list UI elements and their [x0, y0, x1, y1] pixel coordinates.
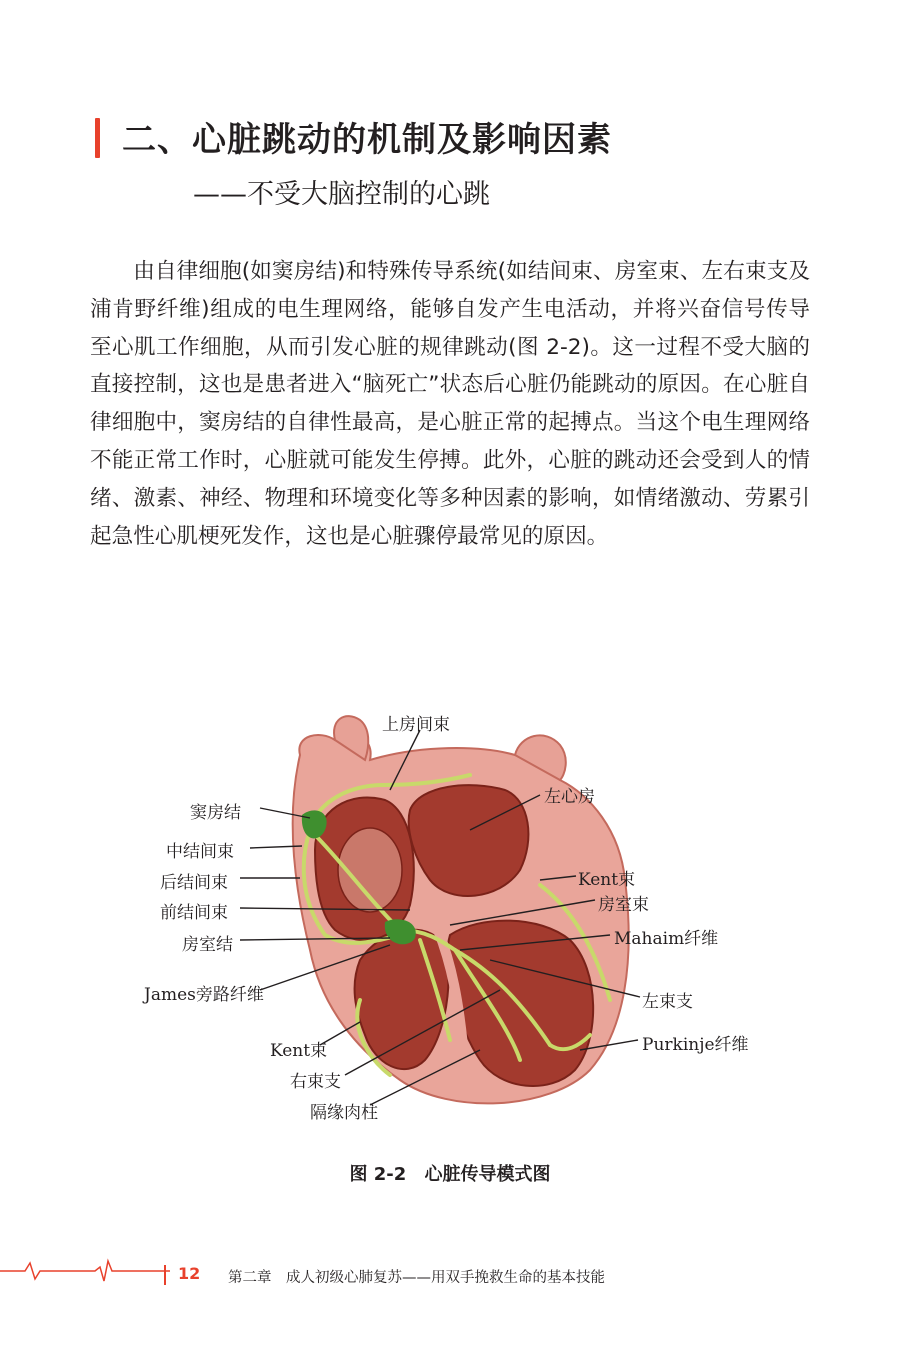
page-number: 12: [178, 1264, 201, 1283]
figure-caption: [0, 1160, 900, 1186]
section-title: 二、心脏跳动的机制及影响因素: [122, 120, 612, 160]
label-anterior-internodal-bundle: 前结间束: [160, 903, 228, 923]
label-posterior-internodal-bundle: 后结间束: [160, 873, 228, 893]
label-av-node: 房室结: [182, 935, 233, 955]
label-james-bypass-fibers: James旁路纤维: [144, 985, 264, 1005]
title-accent-bar: [95, 118, 100, 158]
section-subtitle: ——不受大脑控制的心跳: [193, 179, 490, 210]
body-text: [90, 253, 810, 555]
label-middle-internodal-bundle: 中结间束: [166, 842, 234, 862]
body-paragraph: 由自律细胞(如窦房结)和特殊传导系统(如结间束、房室束、左右束支及浦肯野纤维)组成的电生理网络，能够自发产生电活动，并将兴奋信号传导至心肌工作细胞，从而引发心脏的规律跳动(图 2-2)。这一过程不受大脑的直接控制，这也是患者进入“脑死亡”状态后心脏仍能跳动的原因。在心脏自律细胞中，窦房结的自律性最高，是心脏正常的起搏点。当这个电生理网络不能正常工作时，心脏就可能发生停搏。此外，心脏的跳动还会受到人的情绪、激素、神经、物理和环境变化等多种因素的影响，如情绪激动、劳累引起急性心肌梗死发作，这也是心脏骤停最常见的原因。: [90, 259, 810, 549]
heart-conduction-figure: [120, 700, 780, 1123]
chapter-title: 第二章 成人初级心肺复苏——用双手挽救生命的基本技能: [228, 1270, 605, 1286]
ecg-line-decoration: [0, 1257, 170, 1287]
label-right-bundle-branch: 右束支: [290, 1072, 341, 1092]
footer-separator: [164, 1265, 166, 1285]
figure-title: 心脏传导模式图: [424, 1164, 551, 1185]
label-left-atrium: 左心房: [544, 787, 595, 807]
label-kent-bundle-left: Kent束: [270, 1041, 328, 1061]
label-upper-atrial-bundle: 上房间束: [382, 715, 450, 735]
label-kent-bundle-right: Kent束: [578, 870, 636, 890]
label-left-bundle-branch: 左束支: [642, 992, 693, 1012]
label-septomarginal-trabecula: 隔缘肉柱: [310, 1103, 378, 1123]
label-sinoatrial-node: 窦房结: [190, 803, 241, 823]
label-av-bundle: 房室束: [598, 895, 649, 915]
label-mahaim-fibers: Mahaim纤维: [614, 929, 719, 949]
label-purkinje-fibers: Purkinje纤维: [642, 1035, 749, 1055]
figure-number: 图 2-2: [349, 1164, 407, 1185]
